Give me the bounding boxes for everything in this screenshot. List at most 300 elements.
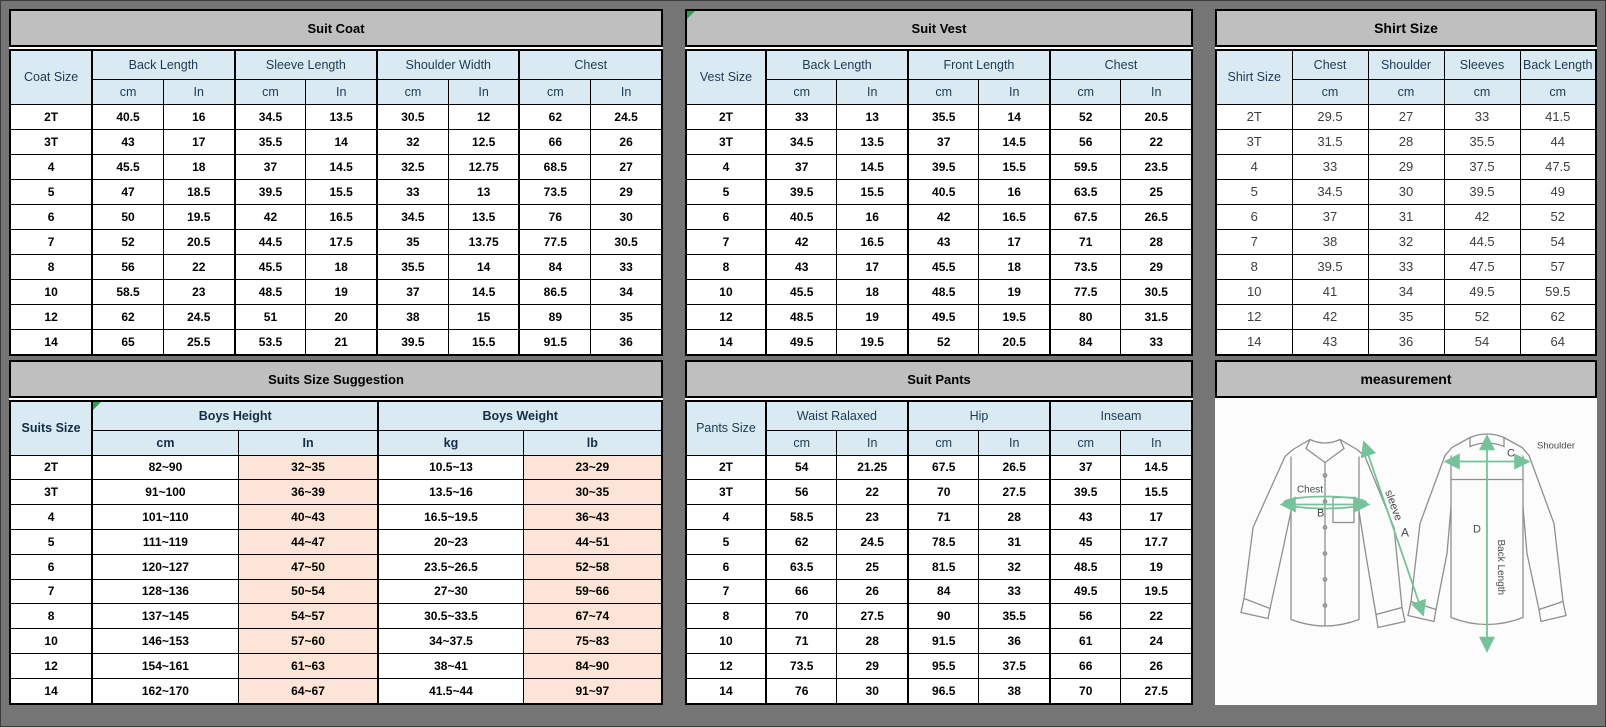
size-cell: 35.5 [908,104,979,129]
suits-suggestion-panel [9,360,663,705]
size-cell: 48.5 [235,279,306,304]
size-cell: 24.5 [837,529,908,554]
size-cell: 40~43 [238,505,378,530]
size-cell: 33 [979,579,1050,604]
table-row [10,204,662,229]
size-cell: 70 [1050,678,1121,704]
size-cell: 16 [979,179,1050,204]
size-cell: 27 [591,154,662,179]
unit-header: cm [519,79,590,104]
table-row [1216,254,1596,279]
table-row [686,104,1192,129]
size-cell: 42 [1292,304,1368,329]
table-row [686,629,1192,654]
size-cell: 30.5 [591,229,662,254]
size-cell: 61 [1050,629,1121,654]
corner-header: Pants Size [686,401,766,455]
size-cell: 27.5 [837,604,908,629]
size-cell: 35 [377,229,448,254]
size-cell: 42 [766,229,837,254]
size-cell: 36 [591,329,662,355]
size-cell: 20 [306,304,377,329]
size-cell: 24.5 [591,104,662,129]
size-cell: 54 [1444,329,1520,355]
column-header: Chest [1292,50,1368,79]
size-cell: 84 [908,579,979,604]
size-cell: 137~145 [92,604,238,629]
suit-vest-title [685,9,1193,47]
suit-coat-table [9,49,663,356]
size-cell: 73.5 [766,654,837,679]
size-cell: 14.5 [979,129,1050,154]
row-size-label: 12 [1216,304,1292,329]
size-cell: 17 [837,254,908,279]
size-cell: 63.5 [766,554,837,579]
size-cell: 29.5 [1292,104,1368,129]
size-cell: 27~30 [378,579,523,604]
size-cell: 30.5~33.5 [378,604,523,629]
table-row [1216,154,1596,179]
size-cell: 29 [1121,254,1192,279]
size-cell: 43 [1050,505,1121,530]
corner-header: Shirt Size [1216,50,1292,104]
row-size-label: 7 [10,579,92,604]
size-cell: 36 [1368,329,1444,355]
size-cell: 84 [1050,329,1121,355]
unit-header: In [591,79,662,104]
size-cell: 37 [1050,455,1121,480]
size-cell: 38~41 [378,654,523,679]
size-cell: 45.5 [766,279,837,304]
size-cell: 84~90 [523,654,662,679]
suit-vest-table [685,49,1193,356]
row-size-label: 12 [686,304,766,329]
size-cell: 26 [591,129,662,154]
size-cell: 45.5 [235,254,306,279]
size-cell: 26.5 [979,455,1050,480]
size-cell: 52 [1520,204,1596,229]
row-size-label: 3T [1216,129,1292,154]
column-group-header: Sleeve Length [235,50,377,79]
size-cell: 13.5 [837,129,908,154]
column-header: Sleeves [1444,50,1520,79]
size-cell: 14.5 [1121,455,1192,480]
table-row [10,455,662,480]
column-group-header: Shoulder Width [377,50,519,79]
header-row [10,401,662,430]
table-row [10,279,662,304]
unit-header: cm [766,430,837,455]
column-group-header: Inseam [1050,401,1192,430]
size-cell: 25 [837,554,908,579]
shirt-size-panel [1215,9,1597,356]
row-size-label: 2T [686,104,766,129]
header-row [10,50,662,79]
row-size-label: 4 [686,505,766,530]
suit-vest-panel [685,9,1193,356]
size-cell: 53.5 [235,329,306,355]
size-cell: 12.5 [448,129,519,154]
table-row [686,129,1192,154]
size-cell: 91~97 [523,678,662,704]
size-cell: 25.5 [163,329,234,355]
size-cell: 30.5 [377,104,448,129]
table-row [1216,304,1596,329]
row-size-label: 7 [686,579,766,604]
unit-header: kg [378,430,523,455]
size-cell: 62 [1520,304,1596,329]
row-size-label: 2T [686,455,766,480]
size-cell: 24 [1121,629,1192,654]
size-cell: 37 [235,154,306,179]
size-cell: 33 [766,104,837,129]
column-group-header: Chest [519,50,662,79]
size-cell: 49.5 [1050,579,1121,604]
column-group-header: Chest [1050,50,1192,79]
size-cell: 57~60 [238,629,378,654]
size-cell: 14.5 [306,154,377,179]
size-cell: 49.5 [908,304,979,329]
unit-header: In [979,430,1050,455]
size-cell: 91~100 [92,480,238,505]
size-cell: 128~136 [92,579,238,604]
table-row [10,604,662,629]
size-cell: 90 [908,604,979,629]
table-row [686,579,1192,604]
unit-header: cm [908,430,979,455]
unit-header: In [306,79,377,104]
size-cell: 19.5 [163,204,234,229]
size-cell: 23 [837,505,908,530]
size-cell: 34 [1368,279,1444,304]
table-row [10,154,662,179]
unit-header: cm [908,79,979,104]
size-cell: 39.5 [1292,254,1368,279]
table-row [686,455,1192,480]
size-cell: 31.5 [1292,129,1368,154]
table-row [10,654,662,679]
size-cell: 43 [1292,329,1368,355]
size-cell: 47 [92,179,163,204]
size-cell: 26.5 [1121,204,1192,229]
size-cell: 67.5 [908,455,979,480]
size-cell: 154~161 [92,654,238,679]
row-size-label: 6 [10,204,92,229]
table-row [686,480,1192,505]
header-row [686,50,1192,79]
size-cell: 15.5 [979,154,1050,179]
size-cell: 57 [1520,254,1596,279]
table-row [686,204,1192,229]
size-cell: 17 [1121,505,1192,530]
size-cell: 54~57 [238,604,378,629]
column-header: Back Length [1520,50,1596,79]
size-cell: 48.5 [908,279,979,304]
table-row [10,579,662,604]
size-cell: 12.75 [448,154,519,179]
size-cell: 22 [1121,129,1192,154]
table-row [686,229,1192,254]
size-cell: 49.5 [766,329,837,355]
row-size-label: 10 [10,279,92,304]
size-cell: 15.5 [306,179,377,204]
table-row [10,629,662,654]
size-cell: 35.5 [979,604,1050,629]
table-row [686,654,1192,679]
size-cell: 20.5 [163,229,234,254]
row-size-label: 12 [686,654,766,679]
size-cell: 47.5 [1444,254,1520,279]
table-row [10,554,662,579]
size-cell: 71 [1050,229,1121,254]
row-size-label: 6 [686,204,766,229]
size-cell: 51 [235,304,306,329]
table-row [10,104,662,129]
size-cell: 16.5 [979,204,1050,229]
size-cell: 32.5 [377,154,448,179]
size-cell: 22 [837,480,908,505]
table-row [1216,204,1596,229]
size-cell: 68.5 [519,154,590,179]
size-cell: 49 [1520,179,1596,204]
size-cell: 38 [979,678,1050,704]
size-cell: 66 [519,129,590,154]
size-cell: 44.5 [1444,229,1520,254]
table-row [686,554,1192,579]
table-row [686,604,1192,629]
chest-label: Chest [1296,484,1324,496]
row-size-label: 8 [686,604,766,629]
size-cell: 13 [448,179,519,204]
row-size-label: 2T [10,104,92,129]
row-size-label: 14 [10,329,92,355]
row-size-label: 5 [10,529,92,554]
suit-pants-title: Suit Pants [685,360,1193,398]
size-cell: 30 [837,678,908,704]
row-size-label: 7 [10,229,92,254]
row-size-label: 14 [686,678,766,704]
excel-flag-icon [93,402,101,410]
size-cell: 66 [1050,654,1121,679]
table-row [10,329,662,355]
size-cell: 16.5 [837,229,908,254]
size-cell: 39.5 [1444,179,1520,204]
size-cell: 34~37.5 [378,629,523,654]
size-cell: 67~74 [523,604,662,629]
unit-row [10,79,662,104]
row-size-label: 8 [1216,254,1292,279]
size-cell: 96.5 [908,678,979,704]
row-size-label: 3T [686,129,766,154]
size-cell: 32~35 [238,455,378,480]
row-size-label: 3T [686,480,766,505]
sleeve-letter-label: A [1401,525,1410,540]
row-size-label: 2T [1216,104,1292,129]
size-cell: 44 [1520,129,1596,154]
size-cell: 45.5 [908,254,979,279]
size-cell: 29 [591,179,662,204]
suits-suggestion-title: Suits Size Suggestion [9,360,663,398]
unit-header: cm [1520,79,1596,104]
size-cell: 34 [591,279,662,304]
size-cell: 13.5 [306,104,377,129]
size-cell: 75~83 [523,629,662,654]
corner-header: Suits Size [10,401,92,455]
row-size-label: 7 [1216,229,1292,254]
size-cell: 18 [979,254,1050,279]
row-size-label: 14 [10,678,92,704]
size-cell: 39.5 [1050,480,1121,505]
row-size-label: 14 [686,329,766,355]
unit-header: In [448,79,519,104]
size-cell: 35 [1368,304,1444,329]
size-cell: 70 [766,604,837,629]
size-cell: 33 [377,179,448,204]
size-cell: 146~153 [92,629,238,654]
size-cell: 18.5 [163,179,234,204]
size-cell: 19.5 [837,329,908,355]
back-length-label: Back Length [1495,539,1506,596]
size-cell: 39.5 [908,154,979,179]
size-cell: 101~110 [92,505,238,530]
size-cell: 59.5 [1050,154,1121,179]
size-cell: 13.5 [448,204,519,229]
size-cell: 32 [1368,229,1444,254]
unit-header: In [163,79,234,104]
suit-coat-title: Suit Coat [9,9,663,47]
suit-vest-title-text: Suit Vest [911,20,967,36]
unit-header: In [837,430,908,455]
size-cell: 28 [837,629,908,654]
size-cell: 47~50 [238,554,378,579]
size-cell: 61~63 [238,654,378,679]
table-row [1216,279,1596,304]
unit-header: In [1121,79,1192,104]
size-cell: 37 [377,279,448,304]
size-cell: 33 [591,254,662,279]
measurement-diagram [1215,400,1597,705]
size-cell: 82~90 [92,455,238,480]
table-row [686,529,1192,554]
size-cell: 64 [1520,329,1596,355]
size-cell: 56 [766,480,837,505]
row-size-label: 3T [10,129,92,154]
row-size-label: 6 [686,554,766,579]
size-cell: 14.5 [448,279,519,304]
table-row [1216,179,1596,204]
back-letter-label: D [1473,523,1481,536]
column-group-header: Boys Height [92,401,378,430]
size-cell: 16.5~19.5 [378,505,523,530]
column-group-header: Back Length [92,50,234,79]
size-cell: 73.5 [519,179,590,204]
size-cell: 39.5 [235,179,306,204]
size-cell: 28 [979,505,1050,530]
size-cell: 50 [92,204,163,229]
size-cell: 54 [766,455,837,480]
size-cell: 18 [306,254,377,279]
size-cell: 15.5 [837,179,908,204]
size-cell: 44~51 [523,529,662,554]
size-cell: 17 [163,129,234,154]
size-cell: 20.5 [1121,104,1192,129]
size-cell: 56 [1050,604,1121,629]
shoulder-label: Shoulder [1536,440,1576,452]
row-size-label: 5 [686,179,766,204]
unit-header: cm [1292,79,1368,104]
size-cell: 17 [979,229,1050,254]
size-cell: 15 [448,304,519,329]
table-row [686,279,1192,304]
size-cell: 50~54 [238,579,378,604]
size-cell: 70 [908,480,979,505]
size-cell: 76 [766,678,837,704]
column-header: Shoulder [1368,50,1444,79]
size-cell: 23 [163,279,234,304]
table-row [1216,129,1596,154]
size-cell: 23.5~26.5 [378,554,523,579]
unit-header: cm [92,430,238,455]
size-cell: 37 [766,154,837,179]
size-cell: 28 [1121,229,1192,254]
row-size-label: 12 [10,654,92,679]
size-cell: 40.5 [92,104,163,129]
size-cell: 47.5 [1520,154,1596,179]
unit-header: cm [1050,79,1121,104]
size-cell: 62 [92,304,163,329]
suit-coat-panel [9,9,663,356]
size-cell: 29 [1368,154,1444,179]
size-cell: 19 [306,279,377,304]
unit-header: cm [1368,79,1444,104]
size-cell: 21.25 [837,455,908,480]
size-cell: 40.5 [766,204,837,229]
row-size-label: 2T [10,455,92,480]
size-cell: 39.5 [766,179,837,204]
size-cell: 35.5 [235,129,306,154]
size-cell: 35.5 [377,254,448,279]
suit-pants-table [685,400,1193,705]
unit-row [10,430,662,455]
size-cell: 38 [1292,229,1368,254]
row-size-label: 6 [10,554,92,579]
column-group-header: Front Length [908,50,1050,79]
size-cell: 54 [1520,229,1596,254]
size-cell: 30.5 [1121,279,1192,304]
size-cell: 44.5 [235,229,306,254]
size-cell: 25 [1121,179,1192,204]
size-cell: 28 [1368,129,1444,154]
size-cell: 89 [519,304,590,329]
size-cell: 41 [1292,279,1368,304]
shirt-size-table [1215,49,1597,356]
size-cell: 86.5 [519,279,590,304]
size-cell: 13 [837,104,908,129]
unit-header: In [238,430,378,455]
size-cell: 22 [1121,604,1192,629]
size-cell: 43 [766,254,837,279]
size-cell: 17.5 [306,229,377,254]
size-cell: 44~47 [238,529,378,554]
size-cell: 31 [1368,204,1444,229]
size-cell: 42 [235,204,306,229]
size-cell: 14 [448,254,519,279]
row-size-label: 7 [686,229,766,254]
size-cell: 63.5 [1050,179,1121,204]
size-cell: 34.5 [235,104,306,129]
table-row [10,254,662,279]
size-cell: 34.5 [1292,179,1368,204]
